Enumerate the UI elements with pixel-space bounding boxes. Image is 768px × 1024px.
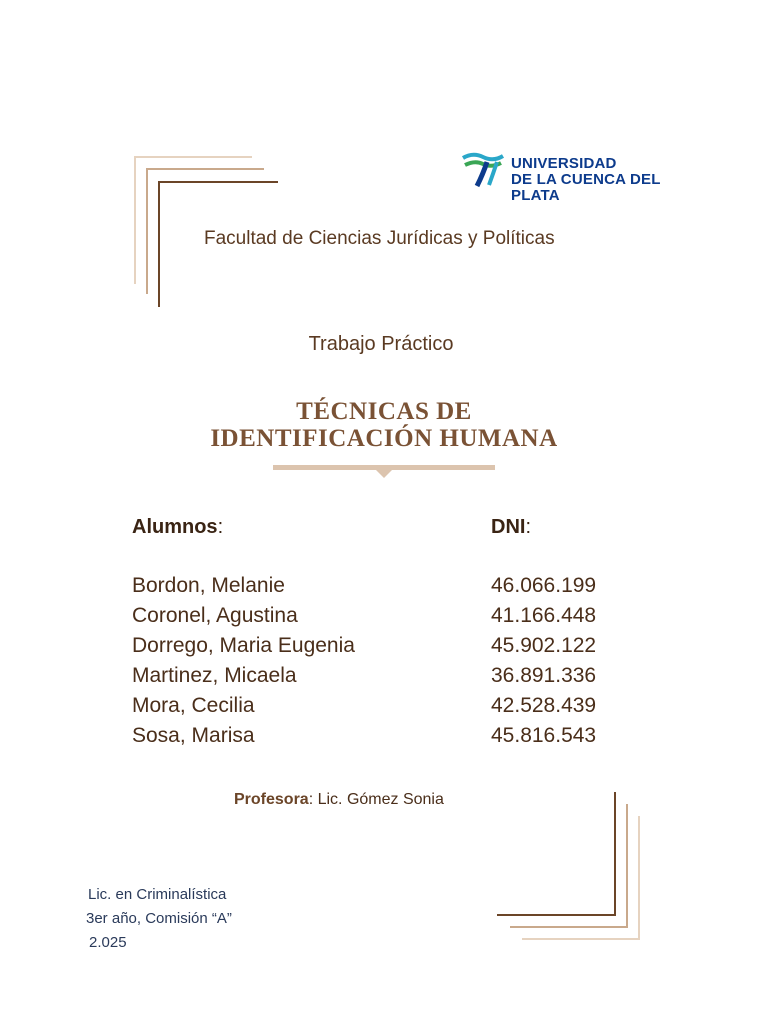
work-type: Trabajo Práctico <box>308 333 454 355</box>
logo-line-2: DE LA CUENCA DEL PLATA <box>511 171 661 204</box>
student-dni: 42.528.439 <box>491 694 597 717</box>
dni-header <box>491 516 531 539</box>
professor-label: Profesora <box>234 791 309 808</box>
student-name: Coronel, Agustina <box>132 604 298 627</box>
table-row <box>132 694 632 724</box>
students-colon: : <box>217 516 224 538</box>
students-header <box>132 516 223 539</box>
table-row <box>132 664 632 694</box>
logo-line-1: UNIVERSIDAD <box>511 155 617 172</box>
professor-name: : Lic. Gómez Sonia <box>308 791 444 808</box>
title-line-1: TÉCNICAS DE <box>296 398 472 425</box>
student-dni: 45.902.122 <box>491 634 597 657</box>
professor-line <box>234 791 444 809</box>
title-line-2: IDENTIFICACIÓN HUMANA <box>210 425 558 452</box>
student-dni: 41.166.448 <box>491 604 597 627</box>
table-row <box>132 724 632 754</box>
student-name: Bordon, Melanie <box>132 574 285 597</box>
year-commission: 3er año, Comisión “A” <box>86 910 232 927</box>
student-name: Sosa, Marisa <box>132 724 255 747</box>
student-dni: 36.891.336 <box>491 664 597 687</box>
student-name: Dorrego, Maria Eugenia <box>132 634 355 657</box>
university-logo <box>461 152 691 204</box>
table-row <box>132 604 632 634</box>
table-row <box>132 574 632 604</box>
student-dni: 45.816.543 <box>491 724 597 747</box>
academic-year: 2.025 <box>89 934 127 951</box>
student-name: Martinez, Micaela <box>132 664 297 687</box>
dni-label: DNI <box>491 516 526 538</box>
student-dni: 46.066.199 <box>491 574 597 597</box>
dni-colon: : <box>525 516 532 538</box>
waves-logo-icon <box>461 152 505 188</box>
student-name: Mora, Cecilia <box>132 694 255 717</box>
career-name: Lic. en Criminalística <box>88 886 227 903</box>
table-row <box>132 634 632 664</box>
students-label: Alumnos <box>132 516 218 538</box>
faculty-name: Facultad de Ciencias Jurídicas y Políticas <box>204 228 555 249</box>
